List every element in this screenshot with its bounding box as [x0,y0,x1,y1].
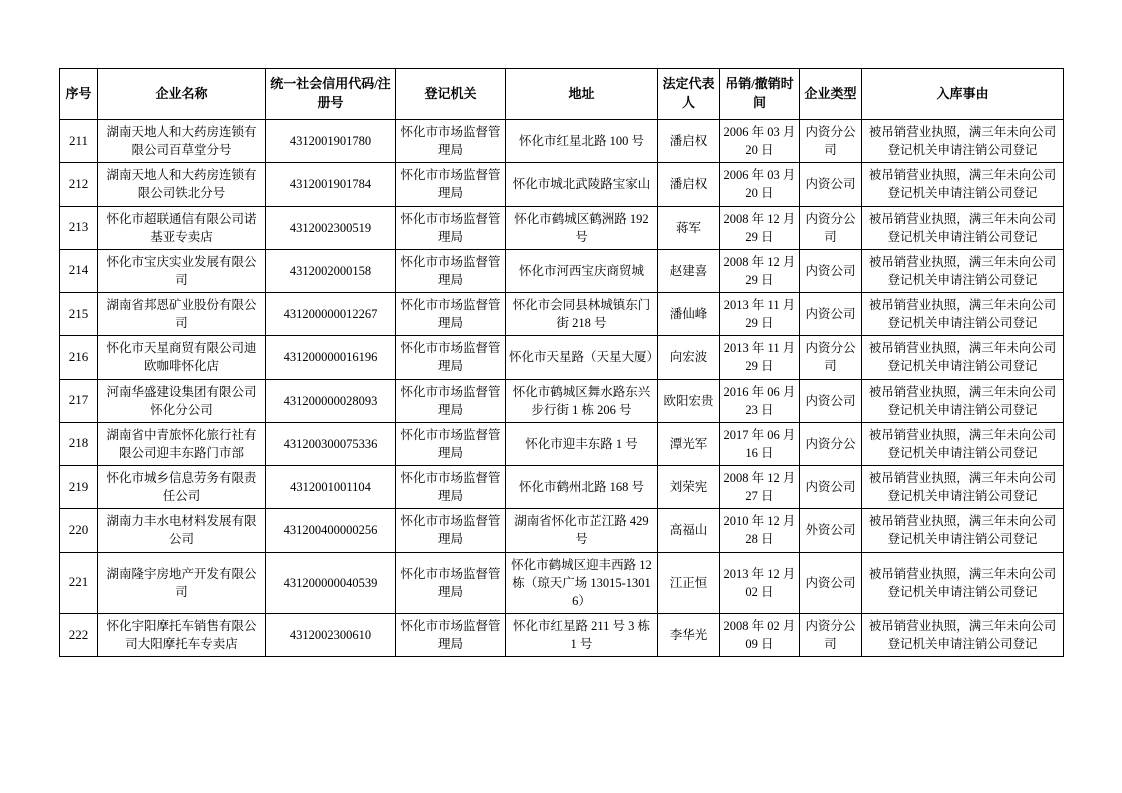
cell-company-type: 内资公司 [800,552,862,613]
cell-legal-representative: 赵建喜 [658,249,720,292]
cell-reason: 被吊销营业执照，满三年未向公司登记机关申请注销公司登记 [862,163,1064,206]
cell-credit-code: 431200000028093 [266,379,396,422]
column-header-revocation-date: 吊销/撤销时间 [720,69,800,120]
table-row [60,206,1064,249]
cell-company-name: 怀化市超联通信有限公司诺基亚专卖店 [98,206,266,249]
cell-company-name: 怀化宇阳摩托车销售有限公司大阳摩托车专卖店 [98,613,266,656]
cell-legal-representative: 欧阳宏贵 [658,379,720,422]
cell-reason: 被吊销营业执照，满三年未向公司登记机关申请注销公司登记 [862,422,1064,465]
column-header-seq: 序号 [60,69,98,120]
cell-address: 怀化市鹤城区迎丰西路 12 栋（琼天广场 13015-13016） [506,552,658,613]
cell-seq: 217 [60,379,98,422]
cell-company-type: 内资公司 [800,466,862,509]
cell-company-name: 怀化市天星商贸有限公司迪欧咖啡怀化店 [98,336,266,379]
table-row [60,120,1064,163]
cell-registration-authority: 怀化市市场监督管理局 [396,422,506,465]
cell-company-type: 内资分公司 [800,120,862,163]
cell-legal-representative: 潘启权 [658,120,720,163]
cell-revocation-date: 2013 年 12 月 02 日 [720,552,800,613]
cell-credit-code: 4312002300519 [266,206,396,249]
cell-legal-representative: 高福山 [658,509,720,552]
cell-seq: 218 [60,422,98,465]
cell-revocation-date: 2013 年 11 月 29 日 [720,336,800,379]
cell-legal-representative: 李华光 [658,613,720,656]
cell-reason: 被吊销营业执照，满三年未向公司登记机关申请注销公司登记 [862,466,1064,509]
cell-seq: 213 [60,206,98,249]
cell-revocation-date: 2008 年 12 月 27 日 [720,466,800,509]
table-header-row [60,69,1064,120]
cell-credit-code: 4312001901780 [266,120,396,163]
cell-revocation-date: 2013 年 11 月 29 日 [720,293,800,336]
cell-company-type: 内资分公司 [800,613,862,656]
cell-revocation-date: 2017 年 06 月 16 日 [720,422,800,465]
cell-credit-code: 4312002000158 [266,249,396,292]
cell-address: 湖南省怀化市芷江路 429 号 [506,509,658,552]
cell-registration-authority: 怀化市市场监督管理局 [396,293,506,336]
cell-company-name: 怀化市宝庆实业发展有限公司 [98,249,266,292]
cell-address: 怀化市河西宝庆商贸城 [506,249,658,292]
cell-revocation-date: 2010 年 12 月 28 日 [720,509,800,552]
cell-credit-code: 431200000012267 [266,293,396,336]
cell-seq: 221 [60,552,98,613]
cell-legal-representative: 潘启权 [658,163,720,206]
cell-company-name: 怀化市城乡信息劳务有限责任公司 [98,466,266,509]
cell-registration-authority: 怀化市市场监督管理局 [396,552,506,613]
cell-company-name: 湖南省中青旅怀化旅行社有限公司迎丰东路门市部 [98,422,266,465]
cell-revocation-date: 2008 年 12 月 29 日 [720,206,800,249]
table-row [60,466,1064,509]
cell-registration-authority: 怀化市市场监督管理局 [396,206,506,249]
cell-company-type: 内资公司 [800,293,862,336]
column-header-credit-code: 统一社会信用代码/注册号 [266,69,396,120]
cell-company-name: 湖南天地人和大药房连锁有限公司百草堂分号 [98,120,266,163]
cell-credit-code: 431200000040539 [266,552,396,613]
registry-table-container [59,68,1063,657]
cell-legal-representative: 潘仙峰 [658,293,720,336]
cell-seq: 215 [60,293,98,336]
cell-address: 怀化市迎丰东路 1 号 [506,422,658,465]
table-row [60,379,1064,422]
table-row [60,163,1064,206]
cell-seq: 211 [60,120,98,163]
cell-revocation-date: 2006 年 03 月 20 日 [720,163,800,206]
cell-legal-representative: 蒋军 [658,206,720,249]
cell-company-name: 河南华盛建设集团有限公司怀化分公司 [98,379,266,422]
cell-credit-code: 431200000016196 [266,336,396,379]
cell-legal-representative: 向宏波 [658,336,720,379]
column-header-company-type: 企业类型 [800,69,862,120]
column-header-registration-authority: 登记机关 [396,69,506,120]
cell-company-type: 内资分公司 [800,206,862,249]
table-row [60,336,1064,379]
column-header-legal-representative: 法定代表人 [658,69,720,120]
cell-revocation-date: 2006 年 03 月 20 日 [720,120,800,163]
cell-address: 怀化市鹤城区鹤洲路 192 号 [506,206,658,249]
cell-company-name: 湖南隆宇房地产开发有限公司 [98,552,266,613]
cell-registration-authority: 怀化市市场监督管理局 [396,613,506,656]
table-body [60,120,1064,657]
cell-legal-representative: 江正恒 [658,552,720,613]
cell-registration-authority: 怀化市市场监督管理局 [396,509,506,552]
cell-seq: 222 [60,613,98,656]
cell-reason: 被吊销营业执照，满三年未向公司登记机关申请注销公司登记 [862,336,1064,379]
table-row [60,249,1064,292]
cell-revocation-date: 2008 年 02 月 09 日 [720,613,800,656]
cell-company-name: 湖南力丰水电材料发展有限公司 [98,509,266,552]
cell-revocation-date: 2008 年 12 月 29 日 [720,249,800,292]
cell-address: 怀化市鹤城区舞水路东兴步行街 1 栋 206 号 [506,379,658,422]
cell-address: 怀化市鹤州北路 168 号 [506,466,658,509]
cell-seq: 220 [60,509,98,552]
table-row [60,552,1064,613]
cell-revocation-date: 2016 年 06 月 23 日 [720,379,800,422]
cell-company-type: 内资公司 [800,163,862,206]
registry-table [59,68,1064,657]
column-header-reason: 入库事由 [862,69,1064,120]
cell-company-type: 内资公司 [800,249,862,292]
cell-registration-authority: 怀化市市场监督管理局 [396,466,506,509]
cell-registration-authority: 怀化市市场监督管理局 [396,336,506,379]
cell-reason: 被吊销营业执照，满三年未向公司登记机关申请注销公司登记 [862,293,1064,336]
table-row [60,509,1064,552]
cell-reason: 被吊销营业执照，满三年未向公司登记机关申请注销公司登记 [862,120,1064,163]
cell-reason: 被吊销营业执照，满三年未向公司登记机关申请注销公司登记 [862,552,1064,613]
cell-address: 怀化市城北武陵路宝家山 [506,163,658,206]
cell-credit-code: 4312001901784 [266,163,396,206]
cell-seq: 219 [60,466,98,509]
cell-company-name: 湖南省邦恩矿业股份有限公司 [98,293,266,336]
cell-address: 怀化市天星路（天星大厦） [506,336,658,379]
cell-company-type: 外资公司 [800,509,862,552]
cell-credit-code: 4312001001104 [266,466,396,509]
cell-seq: 214 [60,249,98,292]
cell-address: 怀化市会同县林城镇东门街 218 号 [506,293,658,336]
cell-company-type: 内资分公司 [800,336,862,379]
cell-company-type: 内资分公 [800,422,862,465]
cell-credit-code: 4312002300610 [266,613,396,656]
cell-credit-code: 431200300075336 [266,422,396,465]
column-header-address: 地址 [506,69,658,120]
table-row [60,422,1064,465]
cell-reason: 被吊销营业执照，满三年未向公司登记机关申请注销公司登记 [862,379,1064,422]
cell-reason: 被吊销营业执照，满三年未向公司登记机关申请注销公司登记 [862,613,1064,656]
cell-address: 怀化市红星路 211 号 3 栋 1 号 [506,613,658,656]
table-row [60,613,1064,656]
cell-registration-authority: 怀化市市场监督管理局 [396,249,506,292]
cell-company-name: 湖南天地人和大药房连锁有限公司铁北分号 [98,163,266,206]
cell-reason: 被吊销营业执照，满三年未向公司登记机关申请注销公司登记 [862,249,1064,292]
cell-registration-authority: 怀化市市场监督管理局 [396,379,506,422]
cell-legal-representative: 潭光军 [658,422,720,465]
cell-legal-representative: 刘荣宪 [658,466,720,509]
column-header-company-name: 企业名称 [98,69,266,120]
cell-reason: 被吊销营业执照，满三年未向公司登记机关申请注销公司登记 [862,509,1064,552]
cell-seq: 216 [60,336,98,379]
cell-credit-code: 431200400000256 [266,509,396,552]
cell-seq: 212 [60,163,98,206]
table-row [60,293,1064,336]
cell-reason: 被吊销营业执照，满三年未向公司登记机关申请注销公司登记 [862,206,1064,249]
cell-address: 怀化市红星北路 100 号 [506,120,658,163]
cell-registration-authority: 怀化市市场监督管理局 [396,163,506,206]
cell-company-type: 内资公司 [800,379,862,422]
cell-registration-authority: 怀化市市场监督管理局 [396,120,506,163]
